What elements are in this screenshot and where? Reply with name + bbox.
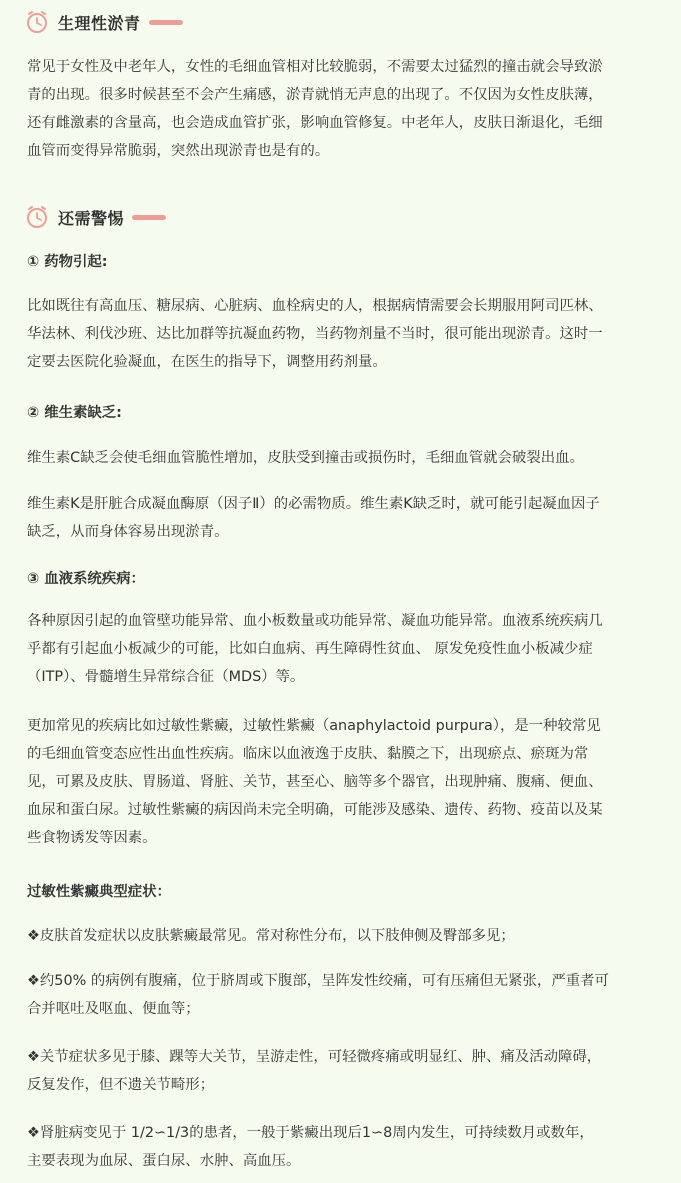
title-underline-decoration — [149, 20, 183, 25]
text-line: 各种原因引起的血管壁功能异常、血小板数量或功能异常、凝血功能异常。血液系统疾病几 — [27, 613, 603, 629]
text-line: 还有雌激素的含量高，也会造成血管扩张，影响血管修复。中老年人，皮肤日渐退化，毛细 — [27, 115, 603, 131]
text-line: 些食物诱发等因素。 — [27, 830, 157, 846]
text-line: ❖皮肤首发症状以皮肤紫癜最常见。常对称性分布，以下肢伸侧及臀部多见； — [27, 928, 515, 944]
text-line: 青的出现。很多时候甚至不会产生痛感，淤青就悄无声息的出现了。不仅因为女性皮肤薄， — [27, 87, 603, 103]
text-line: 华法林、利伐沙班、达比加群等抗凝血药物，当药物剂量不当时，很可能出现淤青。这时一 — [27, 326, 603, 342]
heading-vitamin-deficiency: ② 维生素缺乏: — [27, 405, 122, 421]
paragraph-blood-disease — [27, 607, 657, 691]
section-physiological-bruise — [0, 0, 681, 192]
heading-blood-disease: ③ 血液系统疾病： — [27, 571, 145, 587]
text-line: 反复发作，但不遗关节畸形； — [27, 1077, 215, 1093]
list-item-symptom — [27, 1043, 657, 1099]
text-line: 维生素K是肝脏合成凝血酶原（因子Ⅱ）的必需物质。维生素K缺乏时，就可能引起凝血因子 — [27, 496, 600, 512]
list-item-symptom — [27, 1119, 657, 1175]
section-warning — [0, 195, 681, 1183]
text-line: ❖肾脏病变见于 1/2∽1/3的患者，一般于紫癜出现后1∽8周内发生，可持续数月或数年， — [27, 1125, 594, 1141]
text-line: 定要去医院化验凝血，在医生的指导下，调整用药剂量。 — [27, 354, 387, 370]
paragraph-vitamin-k — [27, 490, 657, 546]
paragraph-vitamin-c — [27, 444, 657, 472]
list-item-symptom — [27, 967, 657, 1023]
heading-drug-cause: ① 药物引起: — [27, 254, 108, 270]
paragraph-purpura — [27, 712, 657, 852]
text-line: 主要表现为血尿、蛋白尿、水肿、高血压。 — [27, 1153, 301, 1169]
text-line: 比如既往有高血压、糖尿病、心脏病、血栓病史的人，根据病情需要会长期服用阿司匹林、 — [27, 298, 603, 314]
heading-purpura-symptoms: 过敏性紫癜典型症状： — [27, 884, 171, 900]
text-line: 乎都有引起血小板减少的可能，比如白血病、再生障碍性贫血、 原发免疫性血小板减少症 — [27, 641, 593, 657]
text-line: （ITP）、骨髓增生异常综合征（MDS）等。 — [27, 669, 305, 685]
paragraph-drug-cause — [27, 292, 657, 376]
text-line: 的毛细血管变态应性出血性疾病。临床以血液逸于皮肤、黏膜之下，出现瘀点、瘀斑为常 — [27, 746, 589, 762]
alarm-clock-icon — [24, 204, 50, 230]
text-line: 血管而变得异常脆弱，突然出现淤青也是有的。 — [27, 143, 330, 159]
title-underline-decoration — [132, 215, 166, 220]
paragraph-physiological — [27, 53, 657, 165]
text-line: ❖约50% 的病例有腹痛，位于脐周或下腹部，呈阵发性绞痛，可有压痛但无紧张，严重者可 — [27, 973, 609, 989]
alarm-clock-icon — [24, 9, 50, 35]
section-title: 还需警惕 — [58, 208, 125, 228]
text-line: 更加常见的疾病比如过敏性紫癜，过敏性紫癜（anaphylactoid purpura），是一种较常见 — [27, 718, 601, 734]
section-title: 生理性淤青 — [58, 13, 141, 33]
text-line: 常见于女性及中老年人，女性的毛细血管相对比较脆弱，不需要太过猛烈的撞击就会导致淤 — [27, 59, 603, 75]
text-line: 维生素C缺乏会使毛细血管脆性增加，皮肤受到撞击或损伤时，毛细血管就会破裂出血。 — [27, 450, 584, 466]
section-header — [24, 203, 166, 231]
section-header — [24, 8, 183, 36]
list-item-symptom — [27, 922, 657, 950]
text-line: ❖关节症状多见于膝、踝等大关节，呈游走性，可轻微疼痛或明显红、肿、痛及活动障碍， — [27, 1049, 602, 1065]
text-line: 见，可累及皮肤、胃肠道、肾脏、关节，甚至心、脑等多个器官，出现肿痛、腹痛、便血、 — [27, 774, 603, 790]
text-line: 血尿和蛋白尿。过敏性紫癜的病因尚未完全明确，可能涉及感染、遗传、药物、疫苗以及某 — [27, 802, 603, 818]
text-line: 合并呕吐及呕血、便血等； — [27, 1001, 200, 1017]
text-line: 缺乏，从而身体容易出现淤青。 — [27, 524, 229, 540]
